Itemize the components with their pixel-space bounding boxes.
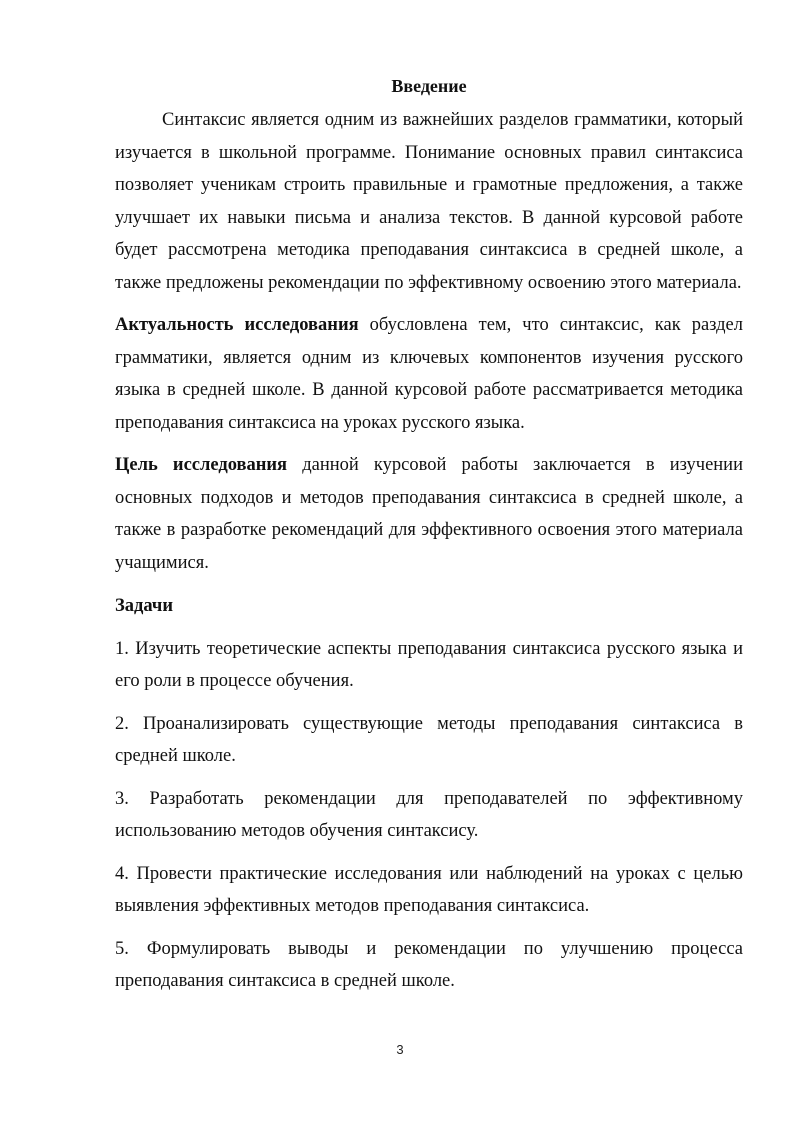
task-item-4: 4. Провести практические исследования или наблюдений на уроках с целью выявления эффективных методов преподавания синтаксиса.: [115, 863, 743, 916]
section-title: Введение: [391, 76, 467, 96]
goal-text: данной курсовой работы заключается в изучении основных подходов и методов преподавания синтаксиса в средней школе, а также в разработке рекомендаций для эффективного освоения этого материала учащимися.: [115, 455, 743, 573]
goal-label: Цель исследования: [115, 455, 288, 475]
task-item-3: 3. Разработать рекомендации для преподавателей по эффективному использованию методов обучения синтаксису.: [115, 788, 743, 841]
tasks-heading: Задачи: [115, 596, 173, 616]
relevance-label: Актуальность исследования: [115, 315, 359, 335]
page-number: 3: [396, 1042, 404, 1057]
goal-paragraph: [115, 449, 743, 579]
task-item-5: 5. Формулировать выводы и рекомендации по улучшению процесса преподавания синтаксиса в средней школе.: [115, 938, 743, 991]
relevance-text: обусловлена тем, что синтаксис, как раздел грамматики, является одним из ключевых компонентов изучения русского языка в средней школе. В данной курсовой работе рассматривается методика преподавания синтаксиса на уроках русского языка.: [115, 315, 744, 433]
task-item-2: 2. Проанализировать существующие методы преподавания синтаксиса в средней школе.: [115, 713, 743, 766]
relevance-paragraph: [115, 309, 743, 439]
intro-paragraph: Синтаксис является одним из важнейших разделов грамматики, который изучается в школьной программе. Понимание основных правил синтаксиса позволяет ученикам строить правильные и грамотные предложения, а также улучшает их навыки письма и анализа текстов. В данной курсовой работе будет рассмотрена методика преподавания синтаксиса в средней школе, а также предложены рекомендации по эффективному освоению этого материала.: [115, 110, 743, 293]
task-item-1: 1. Изучить теоретические аспекты преподавания синтаксиса русского языка и его роли в процессе обучения.: [115, 638, 743, 691]
